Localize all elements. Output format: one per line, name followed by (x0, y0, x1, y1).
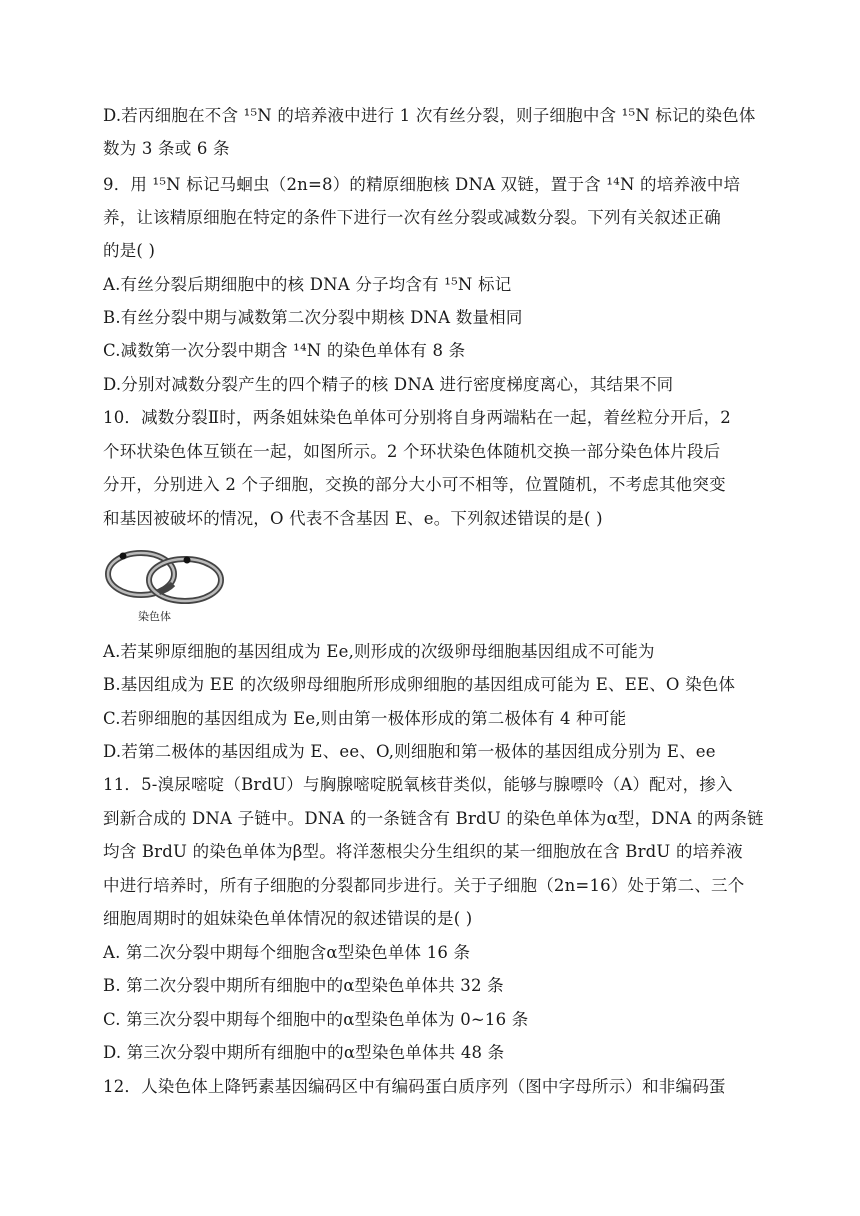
text-line: 的是( ) (103, 241, 156, 260)
text-line: C.若卵细胞的基因组成为 Ee,则由第一极体形成的第二极体有 4 种可能 (103, 709, 627, 728)
text-line: B. 第二次分裂中期所有细胞中的α型染色单体共 32 条 (103, 976, 504, 995)
text-line: D.若丙细胞在不含 ¹⁵N 的培养液中进行 1 次有丝分裂，则子细胞中含 ¹⁵N 标记的染色体 (103, 106, 756, 125)
text-line: 中进行培养时，所有子细胞的分裂都同步进行。关于子细胞（2n=16）处于第二、三个 (103, 876, 745, 895)
text-line: C. 第三次分裂中期每个细胞中的α型染色单体为 0~16 条 (103, 1010, 529, 1029)
text-line: 数为 3 条或 6 条 (103, 139, 230, 158)
interlocked-chromosome-figure (103, 546, 225, 626)
text-line: 分开，分别进入 2 个子细胞，交换的部分大小可不相等，位置随机，不考虑其他突变 (103, 475, 726, 494)
text-line: 细胞周期时的姐妹染色单体情况的叙述错误的是( ) (103, 909, 473, 928)
text-line: 9．用 ¹⁵N 标记马蛔虫（2n=8）的精原细胞核 DNA 双链，置于含 ¹⁴N 的培养液中培 (103, 175, 741, 194)
text-line: A.若某卵原细胞的基因组成为 Ee,则形成的次级卵母细胞基因组成不可能为 (103, 642, 655, 661)
text-line: B.有丝分裂中期与减数第二次分裂中期核 DNA 数量相同 (103, 308, 523, 327)
text-line: 12．人染色体上降钙素基因编码区中有编码蛋白质序列（图中字母所示）和非编码蛋 (103, 1077, 726, 1096)
text-line: 个环状染色体互锁在一起，如图所示。2 个环状染色体随机交换一部分染色体片段后 (103, 442, 721, 461)
text-line: D.若第二极体的基因组成为 E、ee、O,则细胞和第一极体的基因组成分别为 E、ee (103, 742, 716, 761)
text-line: 均含 BrdU 的染色单体为β型。将洋葱根尖分生组织的某一细胞放在含 BrdU 的培养液 (103, 842, 743, 861)
figure-caption: 染色体 (138, 610, 171, 623)
text-line: A. 第二次分裂中期每个细胞含α型染色单体 16 条 (103, 943, 471, 962)
text-line: C.减数第一次分裂中期含 ¹⁴N 的染色单体有 8 条 (103, 341, 466, 360)
text-line: A.有丝分裂后期细胞中的核 DNA 分子均含有 ¹⁵N 标记 (103, 275, 512, 294)
text-line: 11．5-溴尿嘧啶（BrdU）与胸腺嘧啶脱氧核苷类似，能够与腺嘌呤（A）配对，掺入 (103, 775, 733, 794)
text-line: B.基因组成为 EE 的次级卵母细胞所形成卵细胞的基因组成可能为 E、EE、O 染色体 (103, 675, 736, 694)
text-line: D. 第三次分裂中期所有细胞中的α型染色单体共 48 条 (103, 1043, 505, 1062)
text-line: 和基因被破坏的情况，O 代表不含基因 E、e。下列叙述错误的是( ) (103, 509, 603, 528)
text-line: 到新合成的 DNA 子链中。DNA 的一条链含有 BrdU 的染色单体为α型，DNA 的两条链 (103, 809, 764, 828)
interlocked-rings-icon (103, 546, 225, 610)
text-line: 养，让该精原细胞在特定的条件下进行一次有丝分裂或减数分裂。下列有关叙述正确 (103, 208, 721, 227)
text-line: 10．减数分裂Ⅱ时，两条姐妹染色单体可分别将自身两端粘在一起，着丝粒分开后，2 (103, 408, 732, 427)
text-line: D.分别对减数分裂产生的四个精子的核 DNA 进行密度梯度离心，其结果不同 (103, 375, 674, 394)
